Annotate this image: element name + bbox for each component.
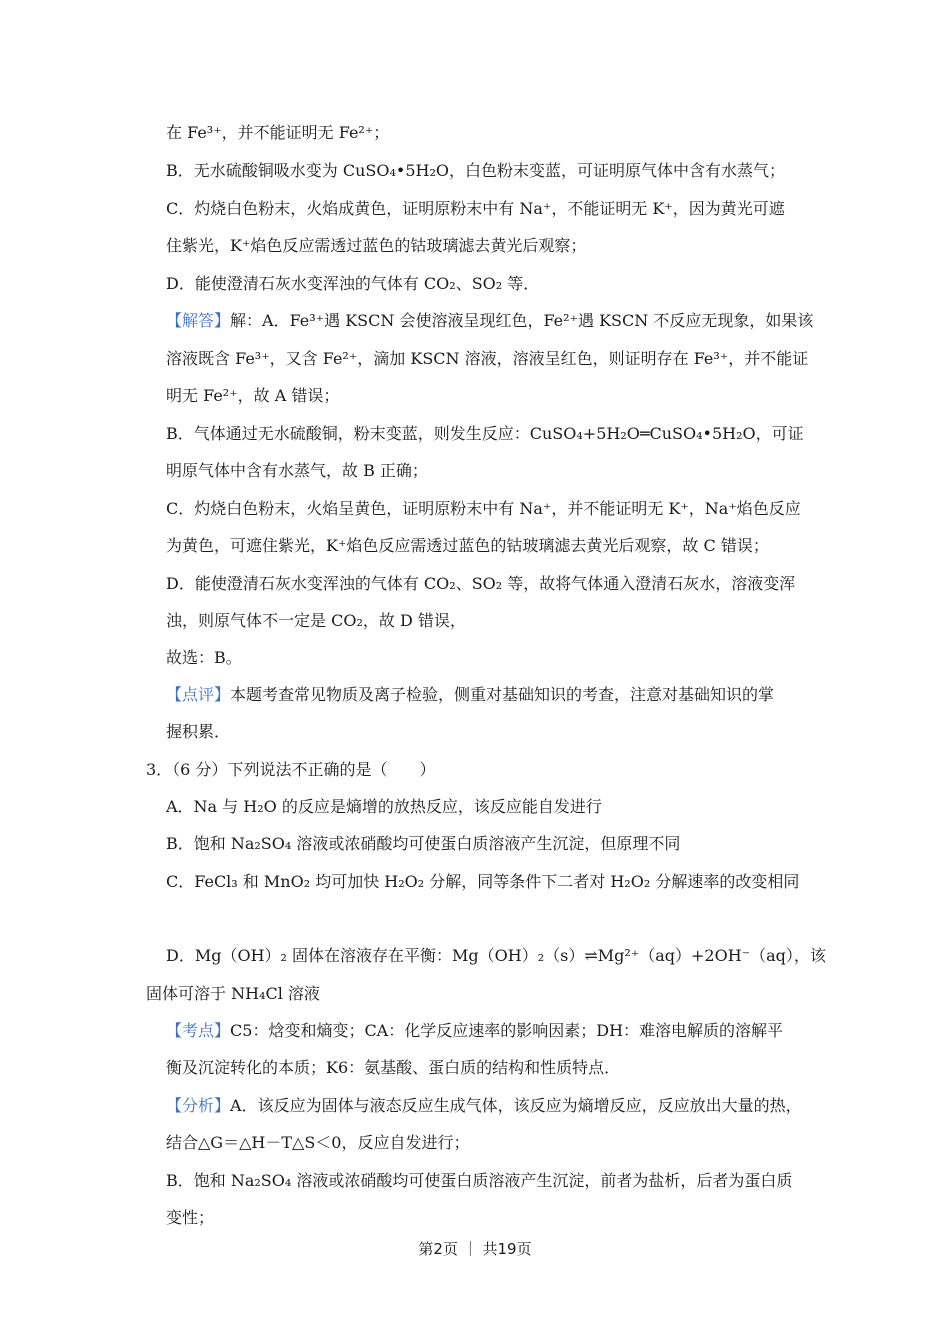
text-line: D．能使澄清石灰水变浑浊的气体有 CO₂、SO₂ 等． bbox=[166, 274, 540, 293]
text-line: 在 Fe³⁺，并不能证明无 Fe²⁺； bbox=[166, 123, 390, 142]
text-line: 握积累． bbox=[166, 722, 231, 741]
text-line: 故选：B。 bbox=[166, 648, 242, 667]
text-line: 溶液既含 Fe³⁺，又含 Fe²⁺，滴加 KSCN 溶液，溶液呈红色，则证明存在 Fe³⁺，并不能证 bbox=[166, 349, 809, 368]
text-line: 结合△G＝△H－T△S＜0，反应自发进行； bbox=[166, 1133, 470, 1152]
comment-line bbox=[166, 685, 774, 705]
answer-text: 解：A．Fe³⁺遇 KSCN 会使溶液呈现红色，Fe²⁺遇 KSCN 不反应无现象，如果该 bbox=[230, 311, 814, 330]
text-line: B．无水硫酸铜吸水变为 CuSO₄•5H₂O，白色粉末变蓝，可证明原气体中含有水蒸气； bbox=[166, 161, 785, 180]
page-footer: 第2页 ｜ 共19页 bbox=[418, 1240, 532, 1258]
text-line: 住紫光，K⁺焰色反应需透过蓝色的钴玻璃滤去黄光后观察； bbox=[166, 236, 587, 255]
option-c: C．FeCl₃ 和 MnO₂ 均可加快 H₂O₂ 分解，同等条件下二者对 H₂O₂ 分解速率的改变相同 bbox=[166, 872, 800, 891]
text-line: 固体可溶于 NH₄Cl 溶液 bbox=[146, 984, 320, 1003]
text-line: D．能使澄清石灰水变浑浊的气体有 CO₂、SO₂ 等，故将气体通入澄清石灰水，溶液变浑 bbox=[166, 574, 796, 593]
analysis-tag: 【分析】 bbox=[166, 1096, 231, 1115]
point-text: C5：焓变和熵变；CA：化学反应速率的影响因素；DH：难溶电解质的溶解平 bbox=[230, 1021, 784, 1040]
text-line: C．灼烧白色粉末，火焰成黄色，证明原粉末中有 Na⁺，不能证明无 K⁺，因为黄光可遮 bbox=[166, 199, 785, 218]
text-line: 浊，则原气体不一定是 CO₂，故 D 错误， bbox=[166, 611, 466, 630]
text-line: 明无 Fe²⁺，故 A 错误； bbox=[166, 386, 340, 405]
option-d: D．Mg（OH）₂ 固体在溶液存在平衡：Mg（OH）₂（s）⇌Mg²⁺（aq）+2OH⁻（aq），该 bbox=[166, 946, 826, 965]
text-line: 明原气体中含有水蒸气，故 B 正确； bbox=[166, 461, 428, 480]
analysis-line bbox=[166, 1096, 802, 1116]
analysis-text: A．该反应为固体与液态反应生成气体，该反应为熵增反应，反应放出大量的热， bbox=[230, 1096, 802, 1115]
point-tag: 【考点】 bbox=[166, 1021, 231, 1040]
text-line: 为黄色，可遮住紫光，K⁺焰色反应需透过蓝色的钴玻璃滤去黄光后观察，故 C 错误； bbox=[166, 536, 769, 555]
comment-tag: 【点评】 bbox=[166, 685, 231, 704]
text-line: 衡及沉淀转化的本质；K6：氨基酸、蛋白质的结构和性质特点． bbox=[166, 1058, 621, 1077]
point-line bbox=[166, 1021, 783, 1041]
option-b: B．饱和 Na₂SO₄ 溶液或浓硝酸均可使蛋白质溶液产生沉淀，但原理不同 bbox=[166, 834, 681, 853]
comment-text: 本题考查常见物质及离子检验，侧重对基础知识的考查，注意对基础知识的掌 bbox=[230, 685, 775, 704]
option-a: A．Na 与 H₂O 的反应是熵增的放热反应，该反应能自发进行 bbox=[166, 797, 602, 816]
answer-tag: 【解答】 bbox=[166, 311, 231, 330]
text-line: 变性； bbox=[166, 1208, 215, 1227]
text-line: C．灼烧白色粉末，火焰呈黄色，证明原粉末中有 Na⁺，并不能证明无 K⁺，Na⁺焰色反应 bbox=[166, 499, 801, 518]
text-line: B．饱和 Na₂SO₄ 溶液或浓硝酸均可使蛋白质溶液产生沉淀，前者为盐析，后者为蛋白质 bbox=[166, 1171, 793, 1190]
answer-line bbox=[166, 311, 813, 331]
question-title: 3．（6 分）下列说法不正确的是（ ） bbox=[146, 760, 436, 779]
text-line: B．气体通过无水硫酸铜，粉末变蓝，则发生反应：CuSO₄+5H₂O═CuSO₄•5H₂O，可证 bbox=[166, 424, 804, 443]
